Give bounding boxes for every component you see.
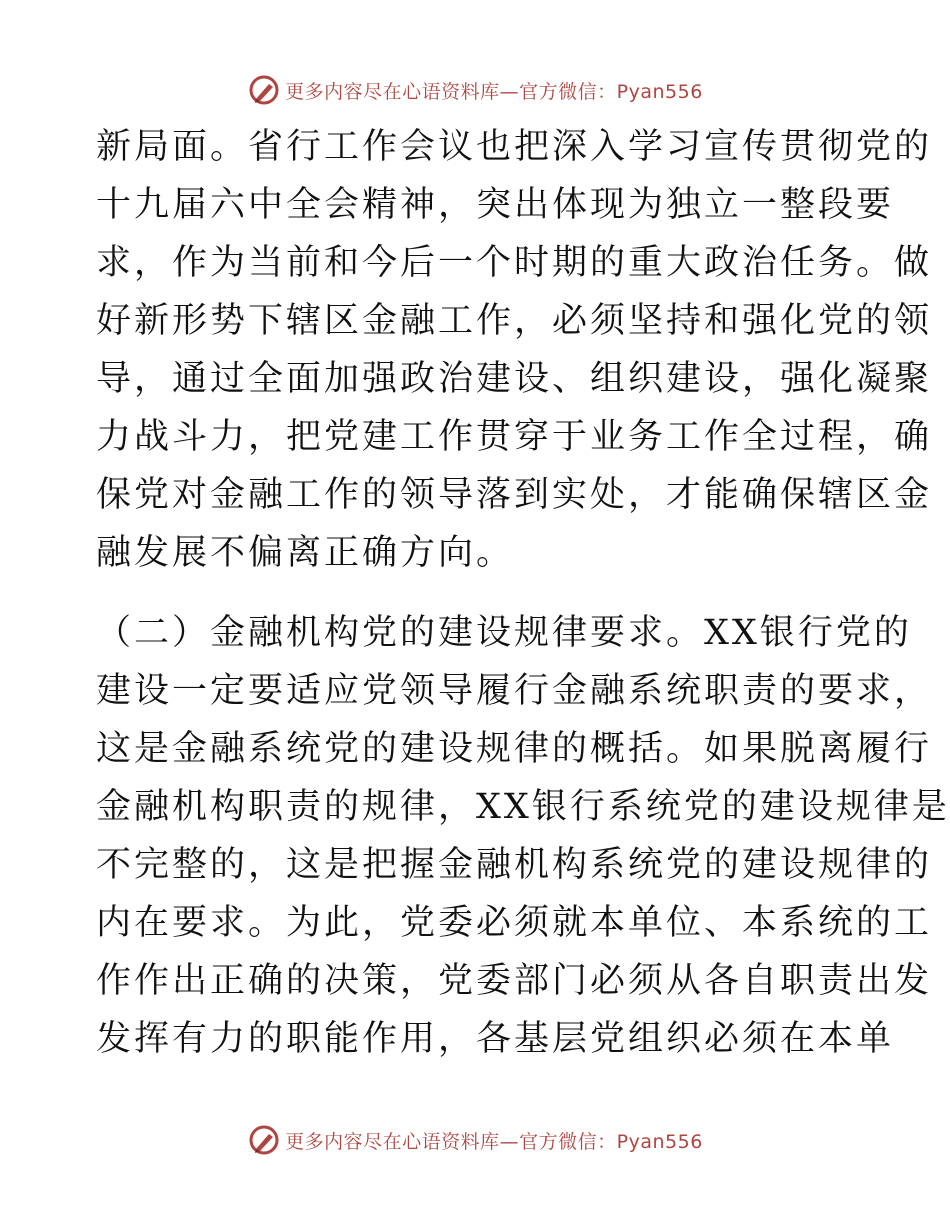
text-line: 十九届六中全会精神，突出体现为独立一整段要 [96, 185, 895, 225]
text-line: 好新形势下辖区金融工作，必须坚持和强化党的领 [96, 301, 933, 341]
text-line: 不完整的，这是把握金融机构系统党的建设规律的 [96, 845, 933, 885]
pen-logo-icon [247, 73, 281, 107]
text-line: 作作出正确的决策，党委部门必须从各自职责出发 [96, 961, 933, 1001]
document-body [96, 118, 950, 1068]
text-line: 内在要求。为此，党委必须就本单位、本系统的工 [96, 903, 933, 943]
header-banner [0, 70, 950, 110]
text-line: 建设一定要适应党领导履行金融系统职责的要求， [96, 671, 933, 711]
text-line: 融发展不偏离正确方向。 [96, 533, 515, 573]
text-line: 求，作为当前和今后一个时期的重大政治任务。做 [96, 243, 933, 283]
paragraph-2 [96, 604, 950, 1068]
footer-banner [0, 1120, 950, 1160]
text-line: 金融机构职责的规律，XX银行系统党的建设规律是 [96, 787, 950, 827]
header-banner-text: 更多内容尽在心语资料库—官方微信：Pyan556 [285, 80, 703, 103]
text-line: 这是金融系统党的建设规律的概括。如果脱离履行 [96, 729, 933, 769]
footer-banner-text: 更多内容尽在心语资料库—官方微信：Pyan556 [285, 1130, 703, 1153]
text-line: 力战斗力，把党建工作贯穿于业务工作全过程，确 [96, 417, 933, 457]
text-line: （二）金融机构党的建设规律要求。XX银行党的 [96, 613, 912, 653]
pen-logo-icon [247, 1123, 281, 1157]
text-line: 发挥有力的职能作用，各基层党组织必须在本单 [96, 1019, 895, 1059]
text-line: 新局面。省行工作会议也把深入学习宣传贯彻党的 [96, 127, 933, 167]
paragraph-1 [96, 118, 933, 582]
text-line: 导，通过全面加强政治建设、组织建设，强化凝聚 [96, 359, 933, 399]
text-line: 保党对金融工作的领导落到实处，才能确保辖区金 [96, 475, 933, 515]
